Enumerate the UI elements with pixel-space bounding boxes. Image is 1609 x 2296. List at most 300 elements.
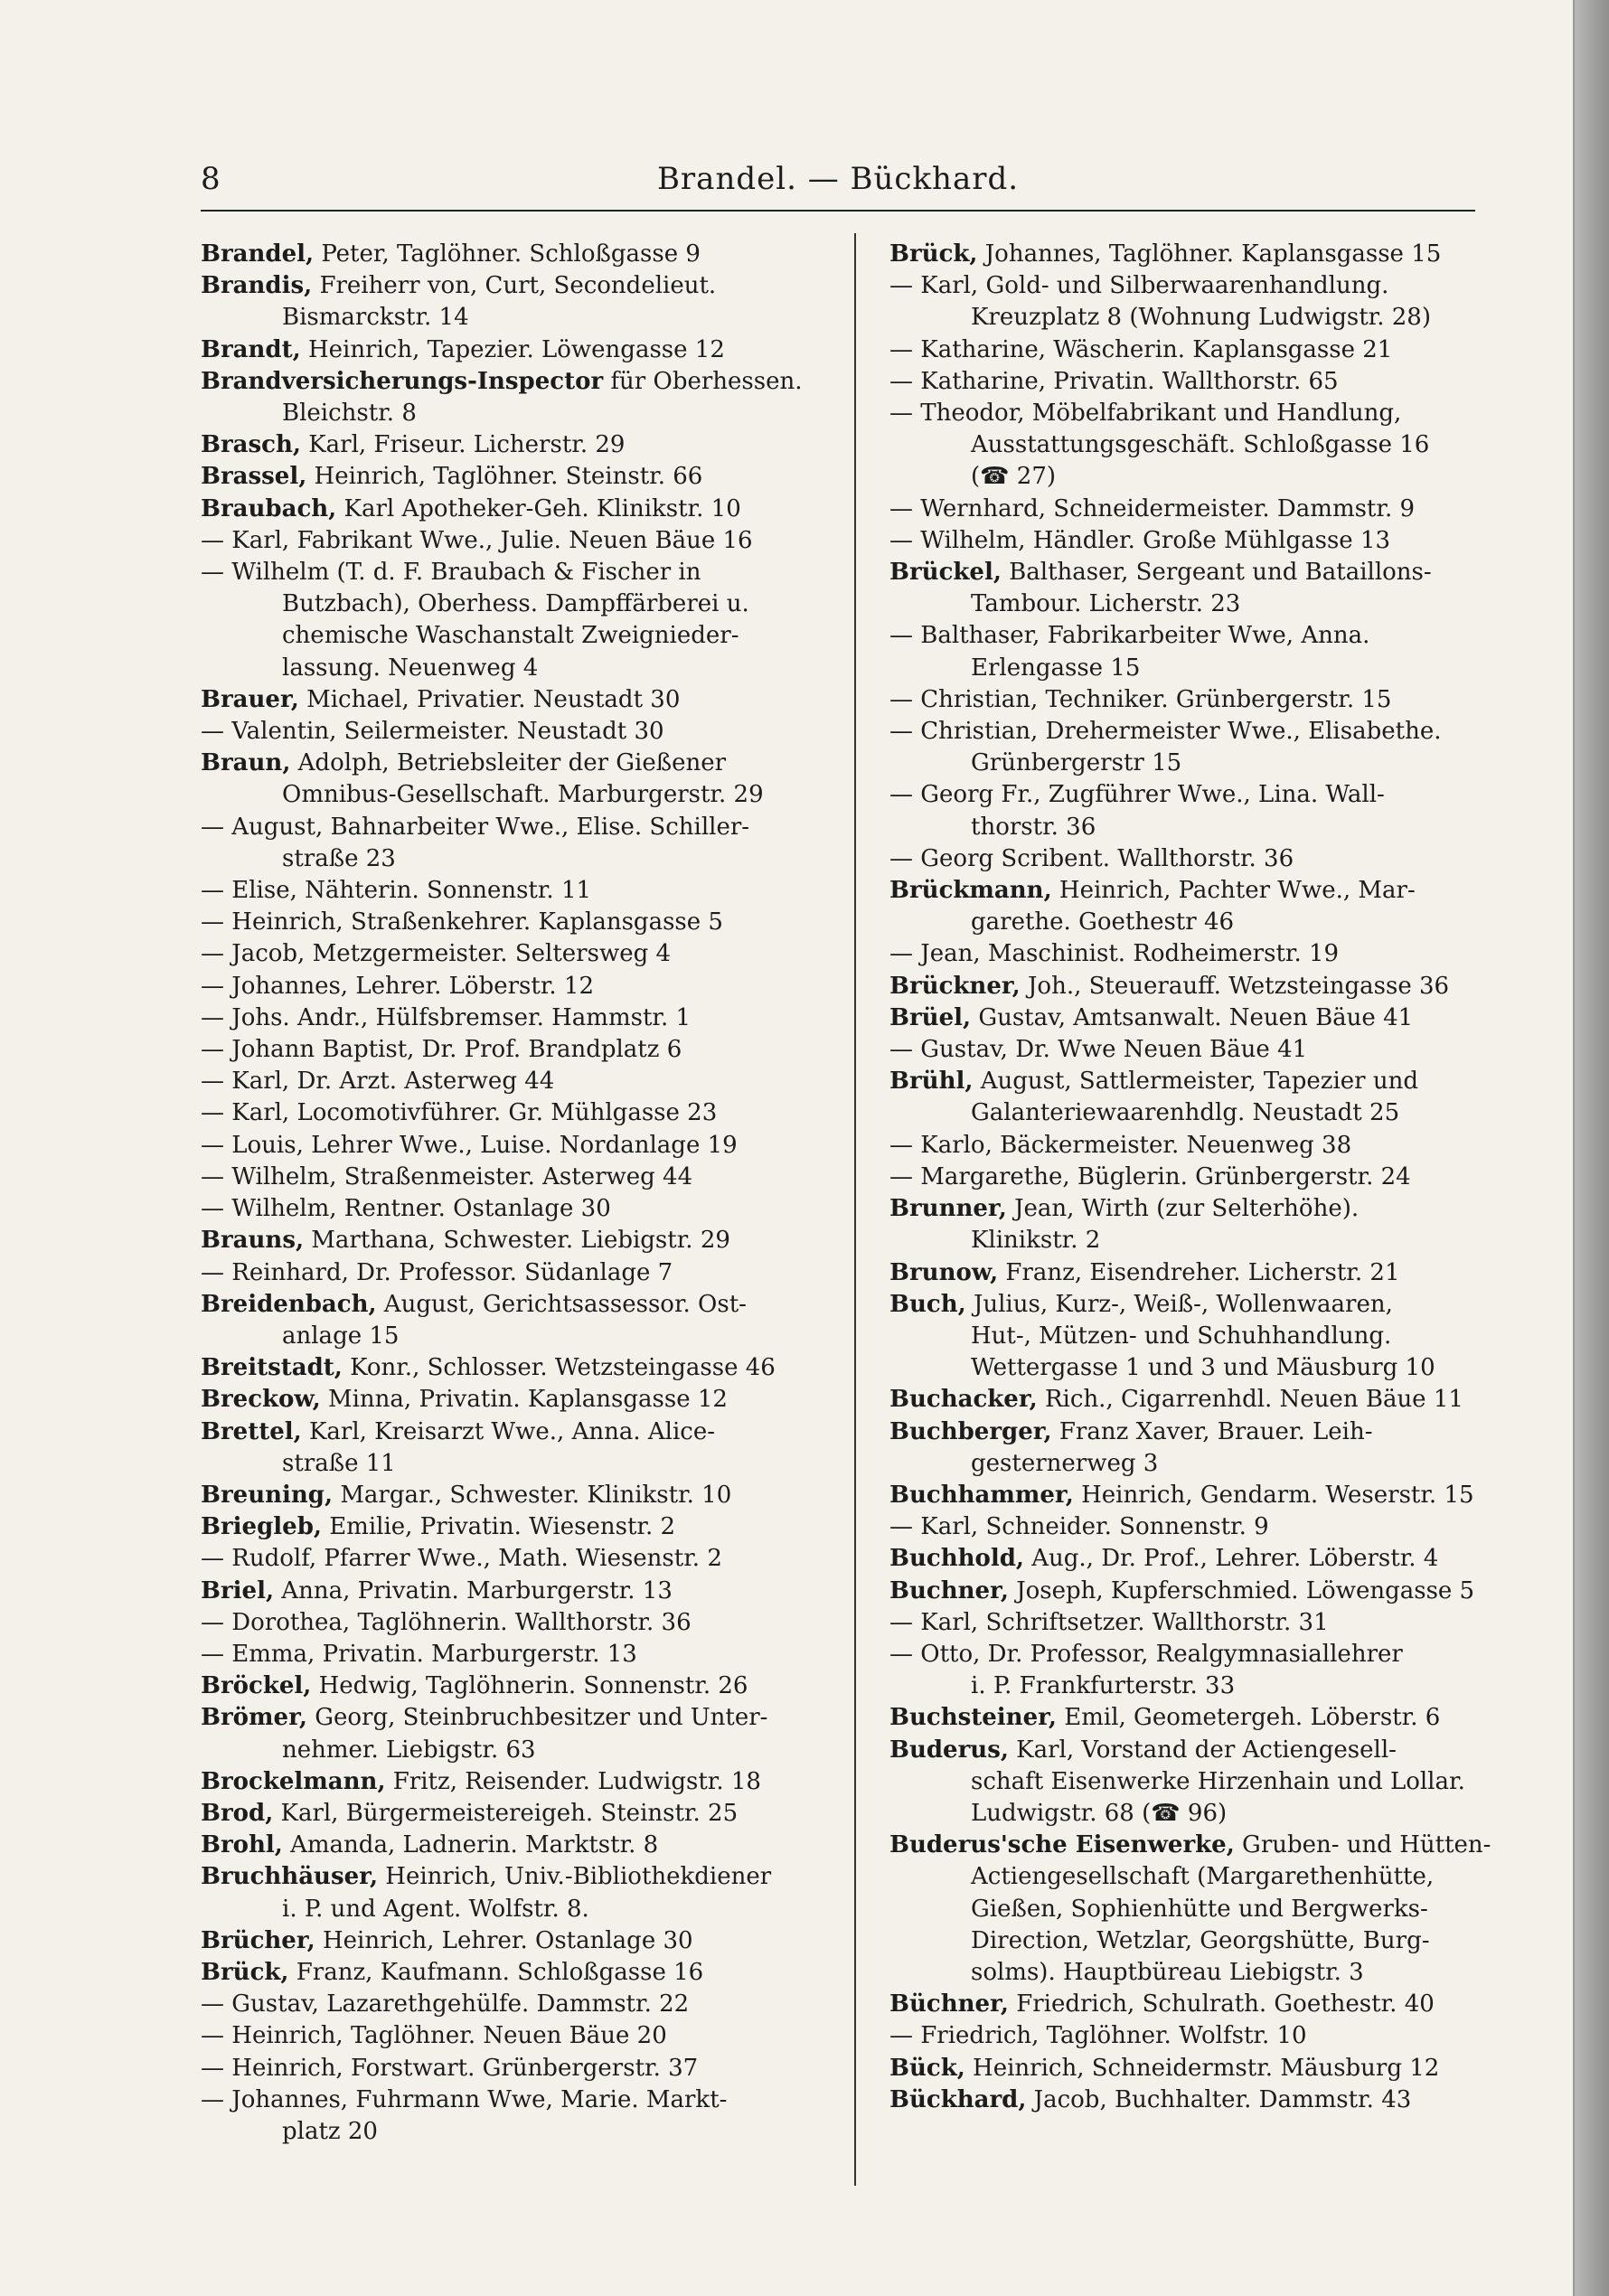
entry-text: (☎ 27) — [971, 463, 1057, 491]
directory-entry — [201, 1798, 824, 1830]
entry-line — [201, 1448, 824, 1480]
entry-text: anlage 15 — [282, 1322, 400, 1350]
entry-surname: Brandis, — [201, 272, 313, 300]
entry-text: — Gustav, Dr. Wwe Neuen Bäue 41 — [889, 1036, 1308, 1064]
entry-line — [889, 302, 1513, 334]
entry-surname: Brömer, — [201, 1704, 307, 1732]
directory-entry — [201, 1225, 824, 1256]
entry-line — [889, 1702, 1513, 1734]
directory-entry — [889, 1543, 1513, 1575]
directory-entry — [201, 1766, 824, 1798]
directory-entry — [201, 1702, 824, 1765]
entry-text: — Jean, Maschinist. Rodheimerstr. 19 — [889, 940, 1340, 968]
entry-text: Joh., Steuerauff. Wetzsteingasse 36 — [1028, 972, 1450, 1000]
entry-line — [201, 1097, 824, 1129]
entry-line — [201, 938, 824, 970]
directory-entry — [201, 907, 824, 938]
entry-line — [889, 1130, 1513, 1162]
entry-text: Fritz, Reisender. Ludwigstr. 18 — [392, 1767, 761, 1795]
entry-line — [889, 620, 1513, 652]
entry-text: — Otto, Dr. Professor, Realgymnasiallehrer — [889, 1640, 1403, 1668]
entry-line — [201, 748, 824, 779]
entry-text: — Emma, Privatin. Marburgerstr. 13 — [201, 1640, 637, 1668]
entry-line — [889, 1894, 1513, 1925]
entry-text: — Wilhelm (T. d. F. Braubach & Fischer in — [201, 559, 701, 587]
entry-text: — Reinhard, Dr. Professor. Südanlage 7 — [201, 1258, 673, 1286]
directory-entry — [201, 684, 824, 716]
entry-line — [889, 2084, 1513, 2116]
entry-line — [201, 239, 824, 270]
entry-text: nehmer. Liebigstr. 63 — [282, 1736, 536, 1764]
entry-surname: Brunner, — [889, 1195, 1007, 1223]
directory-entry — [201, 938, 824, 970]
entry-surname: Brüel, — [889, 1003, 972, 1031]
entry-text: — Heinrich, Forstwart. Grünbergerstr. 37 — [201, 2054, 699, 2082]
entry-line — [889, 1511, 1513, 1543]
directory-entry — [201, 429, 824, 461]
directory-entry — [201, 525, 824, 557]
entry-line — [889, 812, 1513, 843]
directory-entry — [889, 334, 1513, 366]
entry-text: — Balthaser, Fabrikarbeiter Wwe, Anna. — [889, 622, 1370, 650]
entry-line — [889, 239, 1513, 270]
directory-entry — [889, 494, 1513, 525]
entry-text: solms). Hauptbüreau Liebigstr. 3 — [971, 1958, 1364, 1986]
entry-text: Emilie, Privatin. Wiesenstr. 2 — [329, 1513, 676, 1541]
entry-text: — Johannes, Lehrer. Löberstr. 12 — [201, 972, 595, 1000]
entry-text: — Georg Scribent. Wallthorstr. 36 — [889, 844, 1294, 872]
entry-line — [201, 494, 824, 525]
entry-text: Actiengesellschaft (Margarethenhütte, — [971, 1863, 1435, 1891]
entry-text: — Wilhelm, Händler. Große Mühlgasse 13 — [889, 526, 1391, 554]
entry-surname: Brühl, — [889, 1068, 974, 1096]
entry-text: — Katharine, Privatin. Wallthorstr. 65 — [889, 367, 1339, 395]
entry-surname: Brandel, — [201, 240, 315, 268]
directory-entry — [889, 1384, 1513, 1416]
entry-text: Franz Xaver, Brauer. Leih- — [1059, 1417, 1373, 1445]
entry-text: Ludwigstr. 68 (☎ 96) — [971, 1799, 1228, 1827]
entry-line — [889, 334, 1513, 366]
entry-line — [889, 588, 1513, 620]
entry-surname: Brücher, — [201, 1926, 315, 1954]
directory-entry — [889, 1193, 1513, 1256]
directory-entry — [201, 334, 824, 366]
entry-line — [889, 1861, 1513, 1893]
entry-line — [201, 1607, 824, 1639]
entry-text: — Heinrich, Straßenkehrer. Kaplansgasse 5 — [201, 908, 723, 936]
entry-surname: Brockelmann, — [201, 1767, 386, 1795]
entry-text: Bleichstr. 8 — [282, 400, 417, 428]
entry-text: straße 23 — [282, 844, 396, 872]
directory-entry — [889, 843, 1513, 875]
directory-entry — [201, 971, 824, 1002]
entry-text: — Karlo, Bäckermeister. Neuenweg 38 — [889, 1131, 1352, 1159]
entry-text: i. P. und Agent. Wolfstr. 8. — [282, 1895, 589, 1923]
entry-line — [889, 1989, 1513, 2020]
entry-text: Heinrich, Lehrer. Ostanlage 30 — [322, 1926, 693, 1954]
entry-text: Adolph, Betriebsleiter der Gießener — [297, 749, 727, 777]
directory-entry — [889, 366, 1513, 398]
entry-line — [889, 270, 1513, 302]
entry-text: — Wernhard, Schneidermeister. Dammstr. 9 — [889, 494, 1416, 522]
entry-line — [201, 2053, 824, 2084]
directory-entry — [889, 1639, 1513, 1702]
entry-line — [201, 1289, 824, 1321]
entry-text: August, Sattlermeister, Tapezier und — [980, 1068, 1418, 1096]
entry-text: i. P. Frankfurterstr. 33 — [971, 1672, 1236, 1700]
entry-text: Freiherr von, Curt, Secondelieut. — [319, 272, 717, 300]
entry-text: — Jacob, Metzgermeister. Seltersweg 4 — [201, 940, 672, 968]
entry-text: Karl, Kreisarzt Wwe., Anna. Alice- — [308, 1417, 716, 1445]
entry-text: — Karl, Fabrikant Wwe., Julie. Neuen Bäue 16 — [201, 526, 753, 554]
entry-text: Heinrich, Tapezier. Löwengasse 12 — [307, 335, 725, 363]
directory-entry — [889, 875, 1513, 938]
directory-entry — [889, 1735, 1513, 1830]
entry-line — [201, 1130, 824, 1162]
entry-text: Butzbach), Oberhess. Dampffärberei u. — [282, 590, 749, 618]
directory-entry — [201, 1066, 824, 1097]
entry-text: Jean, Wirth (zur Selterhöhe). — [1014, 1195, 1360, 1223]
entry-surname: Brauns, — [201, 1227, 305, 1255]
entry-line — [201, 1639, 824, 1670]
entry-line — [201, 557, 824, 588]
entry-line — [889, 1607, 1513, 1639]
entry-line — [889, 1257, 1513, 1289]
entry-text: Friedrich, Schulrath. Goethestr. 40 — [1016, 1990, 1435, 2018]
directory-entry — [889, 1257, 1513, 1289]
entry-text: — Gustav, Lazarethgehülfe. Dammstr. 22 — [201, 1990, 690, 2018]
entry-text: Bismarckstr. 14 — [282, 304, 469, 332]
entry-line — [201, 1670, 824, 1702]
entry-line — [201, 1193, 824, 1225]
entry-surname: Brassel, — [201, 463, 307, 491]
entry-line — [889, 1766, 1513, 1798]
entry-text: chemische Waschanstalt Zweignieder- — [282, 622, 739, 650]
entry-line — [201, 1543, 824, 1575]
entry-line — [201, 398, 824, 429]
entry-line — [889, 1097, 1513, 1129]
entry-text: — Theodor, Möbelfabrikant und Handlung, — [889, 400, 1402, 428]
entry-text: — Louis, Lehrer Wwe., Luise. Nordanlage 19 — [201, 1131, 738, 1159]
entry-line — [201, 1989, 824, 2020]
entry-line — [201, 1257, 824, 1289]
entry-line — [889, 1193, 1513, 1225]
entry-text: — Rudolf, Pfarrer Wwe., Math. Wiesenstr. 2 — [201, 1545, 722, 1573]
directory-entry — [201, 1861, 824, 1924]
entry-text: Karl Apotheker-Geh. Klinikstr. 10 — [343, 494, 741, 522]
entry-text: Gießen, Sophienhütte und Bergwerks- — [971, 1895, 1428, 1923]
left-column — [201, 239, 824, 2148]
entry-text: platz 20 — [282, 2117, 378, 2145]
entry-line — [201, 1162, 824, 1193]
entry-surname: Brettel, — [201, 1417, 302, 1445]
entry-line — [201, 1034, 824, 1066]
entry-surname: Bröckel, — [201, 1672, 312, 1700]
entry-text: — Johs. Andr., Hülfsbremser. Hammstr. 1 — [201, 1003, 692, 1031]
entry-line — [201, 1735, 824, 1766]
entry-line — [889, 1576, 1513, 1607]
entry-surname: Buch, — [889, 1290, 966, 1318]
entry-text: — Dorothea, Taglöhnerin. Wallthorstr. 36 — [201, 1608, 692, 1636]
directory-entry — [201, 1002, 824, 1034]
entry-line — [889, 461, 1513, 493]
entry-text: Karl, Bürgermeistereigeh. Steinstr. 25 — [280, 1799, 739, 1827]
entry-line — [201, 875, 824, 907]
directory-entry — [201, 1480, 824, 1511]
entry-text: Emil, Geometergeh. Löberstr. 6 — [1064, 1704, 1441, 1732]
entry-line — [889, 1225, 1513, 1256]
directory-entry — [889, 1034, 1513, 1066]
entry-text: — Friedrich, Taglöhner. Wolfstr. 10 — [889, 2022, 1307, 2050]
directory-entry — [201, 1543, 824, 1575]
entry-line — [201, 1702, 824, 1734]
entry-surname: Braubach, — [201, 494, 337, 522]
directory-entry — [201, 2084, 824, 2148]
directory-entry — [201, 1130, 824, 1162]
directory-entry — [889, 620, 1513, 683]
entry-line — [201, 1894, 824, 1925]
entry-line — [889, 1830, 1513, 1861]
entry-line — [201, 907, 824, 938]
directory-entry — [201, 1416, 824, 1480]
directory-entry — [889, 779, 1513, 842]
entry-line — [201, 366, 824, 398]
entry-line — [889, 1957, 1513, 1989]
entry-text: Anna, Privatin. Marburgerstr. 13 — [281, 1576, 673, 1604]
entry-text: — Johannes, Fuhrmann Wwe, Marie. Markt- — [201, 2085, 728, 2113]
entry-line — [889, 653, 1513, 684]
entry-line — [201, 1861, 824, 1893]
entry-line — [201, 588, 824, 620]
directory-entry — [201, 716, 824, 748]
entry-text: Heinrich, Univ.-Bibliothekdiener — [385, 1863, 772, 1891]
entry-surname: Brückel, — [889, 559, 1002, 587]
entry-line — [889, 1925, 1513, 1957]
entry-surname: Brückmann, — [889, 877, 1052, 905]
entry-surname: Brandt, — [201, 335, 301, 363]
directory-entry — [201, 1257, 824, 1289]
entry-surname: Breidenbach, — [201, 1290, 377, 1318]
entry-line — [201, 812, 824, 843]
entry-surname: Buderus'sche Eisenwerke, — [889, 1831, 1235, 1859]
entry-text: — August, Bahnarbeiter Wwe., Elise. Schiller- — [201, 813, 750, 841]
entry-line — [201, 1798, 824, 1830]
entry-surname: Brod, — [201, 1799, 274, 1827]
entry-line — [889, 1639, 1513, 1670]
directory-entry — [889, 1066, 1513, 1129]
entry-line — [889, 907, 1513, 938]
entry-line — [889, 398, 1513, 429]
entry-surname: Büchner, — [889, 1990, 1009, 2018]
entry-line — [201, 684, 824, 716]
entry-line — [201, 302, 824, 334]
entry-text: schaft Eisenwerke Hirzenhain und Lollar. — [971, 1767, 1465, 1795]
entry-line — [889, 1289, 1513, 1321]
entry-line — [889, 1416, 1513, 1448]
entry-text: — Christian, Drehermeister Wwe., Elisabethe. — [889, 718, 1442, 746]
directory-entry — [889, 1416, 1513, 1480]
entry-line — [201, 653, 824, 684]
column-divider — [854, 233, 856, 2186]
entry-line — [201, 1352, 824, 1384]
entry-line — [201, 525, 824, 557]
entry-line — [889, 779, 1513, 811]
entry-line — [201, 2084, 824, 2116]
entry-line — [201, 1830, 824, 1861]
entry-line — [201, 843, 824, 875]
entry-text: Georg, Steinbruchbesitzer und Unter- — [315, 1704, 768, 1732]
entry-line — [201, 1416, 824, 1448]
entry-line — [889, 1034, 1513, 1066]
entry-line — [201, 1576, 824, 1607]
entry-text: Konr., Schlosser. Wetzsteingasse 46 — [350, 1354, 776, 1382]
entry-line — [889, 2053, 1513, 2084]
entry-text: Gruben- und Hütten- — [1242, 1831, 1491, 1859]
directory-entry — [201, 1830, 824, 1861]
entry-line — [889, 494, 1513, 525]
entry-line — [201, 429, 824, 461]
entry-text: Franz, Kaufmann. Schloßgasse 16 — [296, 1958, 704, 1986]
entry-surname: Braun, — [201, 749, 291, 777]
directory-entry — [201, 461, 824, 493]
entry-surname: Buchner, — [889, 1576, 1009, 1604]
directory-entry — [889, 270, 1513, 334]
directory-entry — [889, 1289, 1513, 1385]
entry-text: Heinrich, Taglöhner. Steinstr. 66 — [314, 463, 703, 491]
entry-text: Joseph, Kupferschmied. Löwengasse 5 — [1016, 1576, 1475, 1604]
entry-text: — Katharine, Wäscherin. Kaplansgasse 21 — [889, 335, 1393, 363]
entry-line — [889, 1735, 1513, 1766]
entry-text: — Karl, Schriftsetzer. Wallthorstr. 31 — [889, 1608, 1329, 1636]
entry-text: — Margarethe, Büglerin. Grünbergerstr. 24 — [889, 1162, 1411, 1190]
directory-entry — [889, 938, 1513, 970]
running-head: Brandel. — Bückhard. — [656, 161, 1020, 197]
directory-entry — [201, 1193, 824, 1225]
page-number: 8 — [201, 161, 221, 197]
entry-surname: Buchsteiner, — [889, 1704, 1057, 1732]
entry-text: straße 11 — [282, 1449, 396, 1477]
entry-line — [201, 1225, 824, 1256]
entry-surname: Buchhammer, — [889, 1481, 1074, 1509]
entry-line — [889, 2020, 1513, 2052]
entry-text: — Johann Baptist, Dr. Prof. Brandplatz 6 — [201, 1036, 682, 1064]
directory-entry — [201, 1957, 824, 1989]
entry-line — [889, 1162, 1513, 1193]
entry-text: — Karl, Schneider. Sonnenstr. 9 — [889, 1513, 1269, 1541]
entry-text: Hedwig, Taglöhnerin. Sonnenstr. 26 — [318, 1672, 748, 1700]
entry-surname: Bück, — [889, 2054, 965, 2082]
entry-surname: Bruchhäuser, — [201, 1863, 379, 1891]
entry-surname: Brasch, — [201, 431, 301, 459]
entry-text: Galanteriewaarenhdlg. Neustadt 25 — [971, 1099, 1400, 1127]
entry-text: — Karl, Gold- und Silberwaarenhandlung. — [889, 272, 1389, 300]
entry-line — [201, 461, 824, 493]
directory-entry — [889, 1480, 1513, 1511]
entry-text: — Georg Fr., Zugführer Wwe., Lina. Wall- — [889, 781, 1385, 809]
directory-entry — [889, 1511, 1513, 1543]
entry-text: Julius, Kurz-, Weiß-, Wollenwaaren, — [973, 1290, 1393, 1318]
entry-text: Erlengasse 15 — [971, 654, 1141, 682]
entry-surname: Brandversicherungs-Inspector — [201, 367, 604, 395]
entry-line — [889, 1798, 1513, 1830]
entry-line — [201, 1066, 824, 1097]
entry-surname: Bückhard, — [889, 2085, 1027, 2113]
directory-entry — [201, 2020, 824, 2052]
entry-line — [889, 938, 1513, 970]
entry-text: — Elise, Nähterin. Sonnenstr. 11 — [201, 877, 592, 905]
directory-entry — [201, 748, 824, 811]
entry-text: Direction, Wetzlar, Georgshütte, Burg- — [971, 1926, 1430, 1954]
page-edge — [1575, 0, 1609, 2296]
directory-entry — [201, 1034, 824, 1066]
entry-text: Jacob, Buchhalter. Dammstr. 43 — [1033, 2085, 1412, 2113]
directory-entry — [889, 971, 1513, 1002]
entry-text: Balthaser, Sergeant und Bataillons- — [1009, 559, 1432, 587]
directory-entry — [201, 1384, 824, 1416]
directory-entry — [201, 1639, 824, 1670]
entry-text: — Wilhelm, Rentner. Ostanlage 30 — [201, 1195, 611, 1223]
directory-entry — [889, 2084, 1513, 2116]
entry-line — [889, 843, 1513, 875]
entry-text: Grünbergerstr 15 — [971, 749, 1182, 777]
entry-line — [889, 1321, 1513, 1352]
entry-text: — Karl, Dr. Arzt. Asterweg 44 — [201, 1068, 555, 1096]
entry-surname: Buchberger, — [889, 1417, 1052, 1445]
entry-surname: Brohl, — [201, 1831, 283, 1859]
entry-text: Amanda, Ladnerin. Marktstr. 8 — [290, 1831, 659, 1859]
entry-text: Minna, Privatin. Kaplansgasse 12 — [327, 1386, 728, 1414]
entry-text: Aug., Dr. Prof., Lehrer. Löberstr. 4 — [1031, 1545, 1439, 1573]
entry-surname: Briel, — [201, 1576, 275, 1604]
directory-entry — [201, 557, 824, 684]
entry-text: Johannes, Taglöhner. Kaplansgasse 15 — [984, 240, 1442, 268]
directory-entry — [889, 716, 1513, 779]
directory-entry — [201, 270, 824, 334]
entry-surname: Breuning, — [201, 1481, 334, 1509]
entry-text: Marthana, Schwester. Liebigstr. 29 — [311, 1227, 730, 1255]
entry-line — [889, 366, 1513, 398]
entry-surname: Buderus, — [889, 1736, 1009, 1764]
entry-line — [201, 1511, 824, 1543]
directory-entry — [889, 2020, 1513, 2052]
entry-text: — Heinrich, Taglöhner. Neuen Bäue 20 — [201, 2022, 667, 2050]
entry-surname: Brauer, — [201, 685, 299, 713]
entry-surname: Brückner, — [889, 972, 1021, 1000]
entry-line — [889, 1543, 1513, 1575]
directory-entry — [889, 1989, 1513, 2020]
directory-entry — [201, 1511, 824, 1543]
entry-line — [889, 1670, 1513, 1702]
directory-entry — [889, 398, 1513, 494]
entry-line — [889, 1384, 1513, 1416]
entry-surname: Briegleb, — [201, 1513, 322, 1541]
directory-entry — [889, 1576, 1513, 1607]
directory-entry — [201, 1289, 824, 1352]
entry-line — [201, 1480, 824, 1511]
directory-entry — [889, 1830, 1513, 1989]
entry-line — [201, 1321, 824, 1352]
entry-line — [201, 334, 824, 366]
directory-entry — [889, 557, 1513, 620]
entry-text: Wettergasse 1 und 3 und Mäusburg 10 — [971, 1354, 1435, 1382]
entry-text: August, Gerichtsassessor. Ost- — [383, 1290, 747, 1318]
entry-line — [201, 1957, 824, 1989]
entry-text: Gustav, Amtsanwalt. Neuen Bäue 41 — [978, 1003, 1414, 1031]
entry-line — [889, 1066, 1513, 1097]
directory-entry — [201, 812, 824, 875]
directory-entry — [201, 1670, 824, 1702]
entry-line — [201, 971, 824, 1002]
